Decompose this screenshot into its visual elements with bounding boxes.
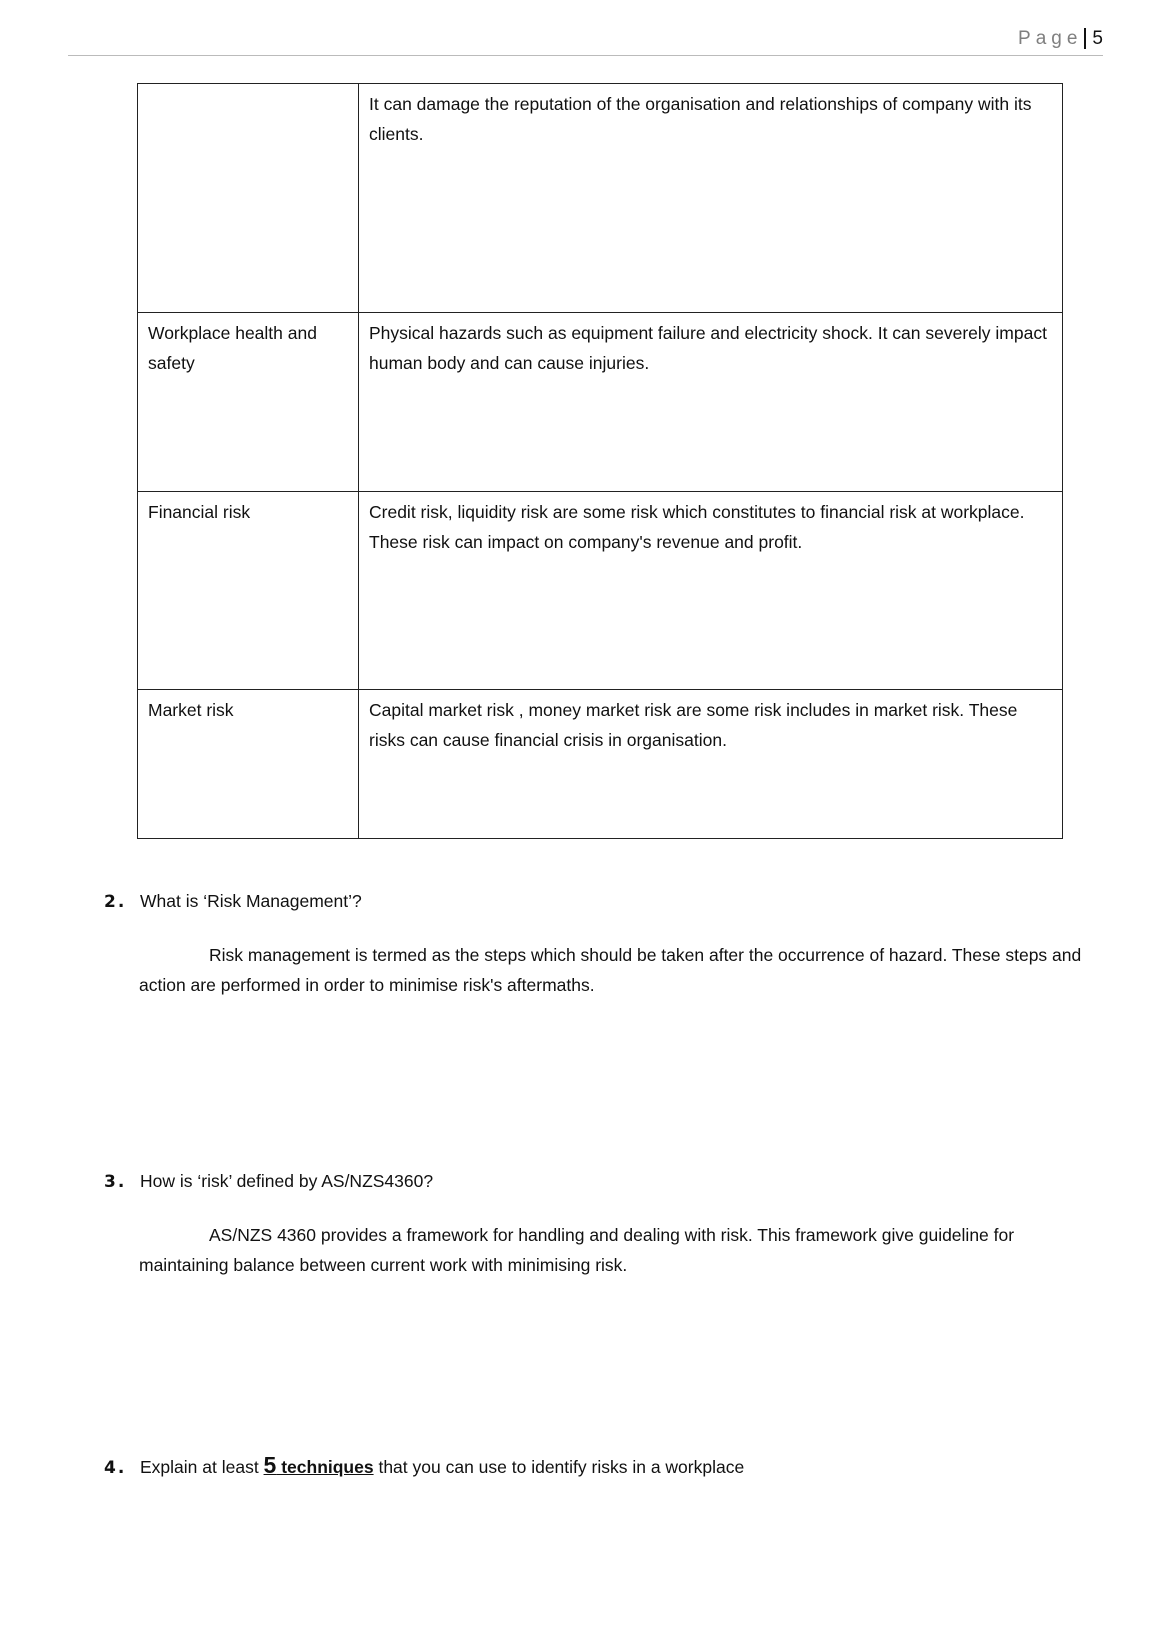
question-2 — [104, 891, 362, 912]
question-text: How is ‘risk’ defined by AS/NZS4360? — [140, 1171, 434, 1191]
category-cell: Financial risk — [138, 492, 359, 690]
page-number: 5 — [1084, 28, 1103, 49]
page-header — [1018, 28, 1103, 50]
question-4 — [104, 1452, 744, 1479]
description-cell: It can damage the reputation of the organisation and relationships of company with its clients. — [359, 84, 1063, 313]
table-row — [138, 492, 1063, 690]
question-number: 4. — [104, 1458, 127, 1478]
question-number: 3. — [104, 1172, 127, 1192]
page-label: Page — [1018, 28, 1083, 49]
emphasis-number: 5 — [263, 1452, 277, 1478]
category-cell: Workplace health and safety — [138, 313, 359, 492]
table-row — [138, 313, 1063, 492]
question-text: Explain at least — [140, 1457, 264, 1477]
emphasis-text — [263, 1452, 374, 1478]
risk-table — [137, 83, 1063, 839]
emphasis-word: techniques — [276, 1457, 374, 1477]
description-cell: Capital market risk , money market risk are some risk includes in market risk. These risks can cause financial crisis in organisation. — [359, 690, 1063, 839]
answer-2: Risk management is termed as the steps which should be taken after the occurrence of hazard. These steps and action are performed in order to minimise risk's aftermaths. — [139, 945, 1082, 995]
header-divider — [68, 55, 1103, 56]
description-cell: Physical hazards such as equipment failure and electricity shock. It can severely impact human body and can cause injuries. — [359, 313, 1063, 492]
category-cell — [138, 84, 359, 313]
description-cell: Credit risk, liquidity risk are some risk which constitutes to financial risk at workplace. These risk can impact on company's revenue and profit. — [359, 492, 1063, 690]
question-3 — [104, 1171, 433, 1192]
question-text-end: that you can use to identify risks in a workplace — [373, 1457, 745, 1477]
answer-3: AS/NZS 4360 provides a framework for handling and dealing with risk. This framework give guideline for maintaining balance between current work with minimising risk. — [139, 1225, 1015, 1275]
table-row — [138, 690, 1063, 839]
category-cell: Market risk — [138, 690, 359, 839]
question-text: What is ‘Risk Management’? — [140, 891, 362, 911]
table-row — [138, 84, 1063, 313]
question-number: 2. — [104, 892, 127, 912]
